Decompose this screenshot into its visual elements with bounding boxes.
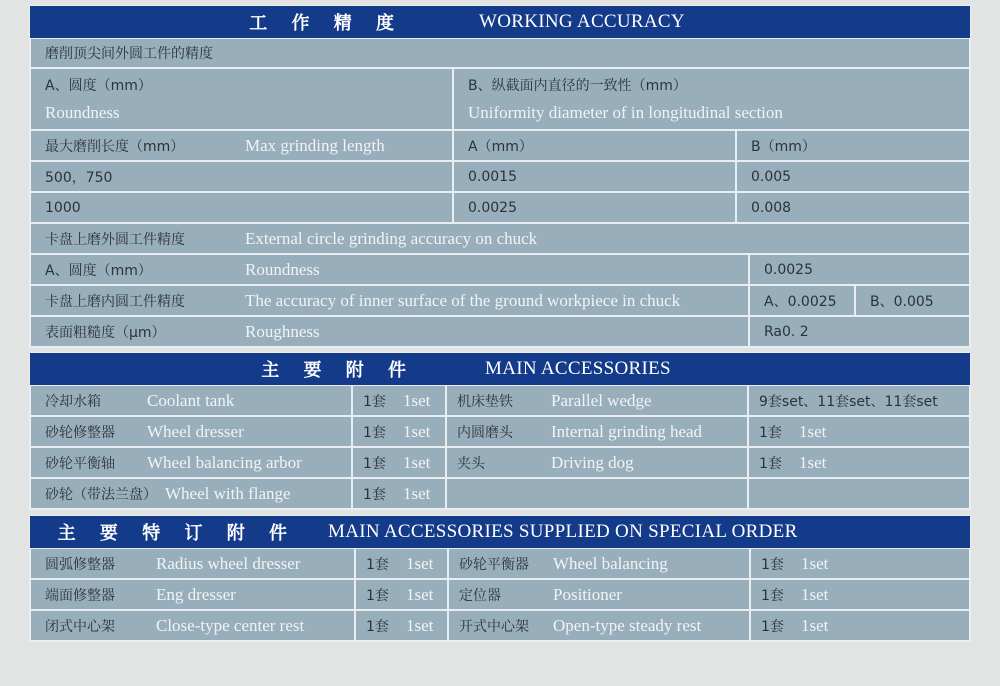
max-length-cn: 最大磨削长度（mm）: [45, 138, 185, 155]
accessory-cn: 圆弧修整器: [45, 556, 115, 573]
qty: 9套set、11套set、11套set: [759, 393, 938, 410]
table-row: [29, 448, 971, 479]
accessory-en: Internal grinding head: [551, 421, 703, 441]
table-row: [29, 224, 971, 255]
table-row: [29, 580, 971, 611]
length-value: 1000: [45, 199, 81, 216]
column-b-header: B（mm）: [751, 138, 816, 155]
table-row: [29, 611, 971, 642]
table-row: [29, 162, 971, 193]
qty-cn: 1套: [759, 455, 782, 472]
max-length-en: Max grinding length: [245, 135, 385, 155]
table-row: [29, 386, 971, 417]
qty-en: 1set: [801, 615, 829, 635]
qty-cn: 1套: [759, 424, 782, 441]
roughness-en: Roughness: [245, 321, 320, 341]
accessory-cn: 砂轮修整器: [45, 424, 115, 441]
accessory-cn: 开式中心架: [459, 618, 529, 635]
section-title-en: MAIN ACCESSORIES SUPPLIED ON SPECIAL ORDER: [328, 521, 798, 542]
qty-cn: 1套: [366, 587, 389, 604]
qty-en: 1set: [799, 421, 827, 441]
table-row: [29, 39, 971, 69]
qty-en: 1set: [406, 553, 434, 573]
empty-cell: [749, 479, 971, 510]
uniformity-b-en: Uniformity diameter of in longitudinal section: [468, 103, 783, 122]
chuck-roundness-en: Roundness: [245, 259, 320, 279]
accessory-cn: 定位器: [459, 587, 501, 604]
b-value: 0.008: [751, 199, 792, 216]
between-centers-label: 磨削顶尖间外圆工件的精度: [45, 46, 213, 62]
roundness-a-en: Roundness: [45, 103, 120, 122]
accessory-en: Positioner: [553, 584, 622, 604]
qty-cn: 1套: [363, 486, 386, 503]
accessory-cn: 端面修整器: [45, 587, 115, 604]
a-value: 0.0025: [468, 199, 517, 216]
accessory-cn: 砂轮平衡器: [459, 556, 529, 573]
qty-en: 1set: [403, 483, 431, 503]
qty-en: 1set: [403, 390, 431, 410]
table-row: [29, 255, 971, 286]
table-row: [29, 317, 971, 348]
qty-en: 1set: [403, 421, 431, 441]
accessory-en: Wheel balancing: [553, 553, 668, 573]
table-row: [29, 131, 971, 162]
accessory-en: Open-type steady rest: [553, 615, 702, 635]
b-value: 0.005: [751, 168, 792, 185]
section-title-cn: 主 要 特 订 附 件: [57, 523, 296, 544]
main-accessories-header: [29, 352, 971, 386]
qty-cn: 1套: [761, 618, 784, 635]
qty-en: 1set: [406, 584, 434, 604]
chuck-external-en: External circle grinding accuracy on chuck: [245, 228, 538, 248]
accessory-en: Radius wheel dresser: [156, 553, 301, 573]
table-row: [29, 479, 971, 510]
section-title-en: MAIN ACCESSORIES: [485, 358, 671, 379]
uniformity-b-cn: B、纵截面内直径的一致性（mm）: [468, 78, 687, 94]
qty-cn: 1套: [363, 424, 386, 441]
qty-cn: 1套: [363, 393, 386, 410]
chuck-roundness-cn: A、圆度（mm）: [45, 262, 152, 279]
section-title-cn: 工 作 精 度: [249, 13, 403, 34]
qty-cn: 1套: [366, 618, 389, 635]
special-accessories-header: [29, 515, 971, 549]
accessory-cn: 内圆磨头: [457, 424, 513, 441]
accessory-en: Wheel with flange: [165, 483, 291, 503]
roughness-value: Ra0. 2: [764, 323, 809, 340]
qty-en: 1set: [801, 584, 829, 604]
qty-en: 1set: [801, 553, 829, 573]
accessory-en: Eng dresser: [156, 584, 236, 604]
section-title-cn: 主 要 附 件: [261, 360, 415, 381]
chuck-roundness-value: 0.0025: [764, 261, 813, 278]
qty-cn: 1套: [363, 455, 386, 472]
empty-cell: [447, 479, 749, 510]
accessory-en: Wheel dresser: [147, 421, 244, 441]
qty-en: 1set: [403, 452, 431, 472]
qty-en: 1set: [799, 452, 827, 472]
chuck-internal-cn: 卡盘上磨内圆工件精度: [45, 293, 185, 310]
section-title-en: WORKING ACCURACY: [479, 11, 685, 32]
table-row: [29, 549, 971, 580]
accessory-cn: 闭式中心架: [45, 618, 115, 635]
accessory-cn: 机床垫铁: [457, 393, 513, 410]
accessory-cn: 冷却水箱: [45, 393, 101, 410]
table-row: [29, 417, 971, 448]
column-a-header: A（mm）: [468, 138, 533, 155]
roughness-cn: 表面粗糙度（μm）: [45, 324, 166, 341]
working-accuracy-header: [29, 5, 971, 39]
accessory-en: Coolant tank: [147, 390, 235, 410]
qty-en: 1set: [406, 615, 434, 635]
qty-cn: 1套: [761, 556, 784, 573]
chuck-internal-en: The accuracy of inner surface of the ground workpiece in chuck: [245, 290, 681, 310]
a-value: 0.0015: [468, 168, 517, 185]
qty-cn: 1套: [366, 556, 389, 573]
spec-sheet: [29, 5, 971, 642]
accessory-en: Parallel wedge: [551, 390, 652, 410]
length-value: 500，750: [45, 169, 113, 186]
qty-cn: 1套: [761, 587, 784, 604]
chuck-internal-a: A、0.0025: [764, 293, 837, 310]
table-row: [29, 193, 971, 224]
accessory-en: Close-type center rest: [156, 615, 305, 635]
table-row: [29, 69, 971, 131]
accessory-cn: 砂轮平衡轴: [45, 455, 115, 472]
roundness-a-cn: A、圆度（mm）: [45, 78, 152, 94]
chuck-internal-b: B、0.005: [870, 293, 934, 310]
accessory-cn: 夹头: [457, 455, 485, 472]
accessory-cn: 砂轮（带法兰盘）: [45, 486, 157, 503]
chuck-external-cn: 卡盘上磨外圆工件精度: [45, 231, 185, 248]
accessory-en: Driving dog: [551, 452, 634, 472]
accessory-en: Wheel balancing arbor: [147, 452, 302, 472]
table-row: [29, 286, 971, 317]
